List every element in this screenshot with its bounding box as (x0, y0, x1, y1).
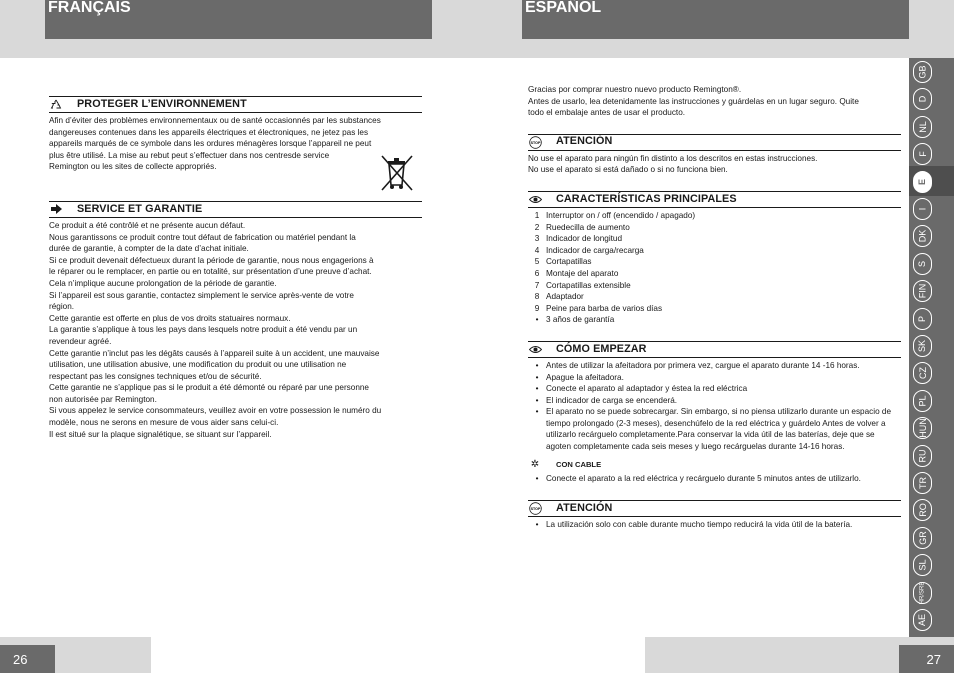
section-title-features: CARACTERÍSTICAS PRINCIPALES (556, 192, 737, 205)
section-title-getting-started: CÓMO EMPEZAR (556, 342, 647, 355)
subheader-cable-title: CON CABLE (556, 459, 602, 469)
section-title-attention-2: ATENCIÓN (556, 501, 613, 514)
header-espanol: ESPAÑOL (522, 0, 909, 39)
language-label: AE (917, 613, 928, 627)
getting-started-list (528, 360, 901, 453)
language-label: F (917, 151, 928, 157)
stop-icon (528, 136, 542, 148)
list-item: • Conecte el aparato a la red eléctrica y recárguelo durante 5 minutos antes de utilizarlo. (535, 474, 861, 484)
language-tab-pl[interactable] (913, 390, 932, 412)
language-label: HR/SRB (919, 581, 926, 604)
attention-2-list (528, 519, 901, 531)
cable-list (528, 473, 901, 485)
list-item: • El indicador de carga se encenderá. (535, 395, 678, 405)
recycle-icon (49, 99, 63, 111)
language-label: FIN (917, 283, 928, 299)
page-number-left: 26 (0, 645, 55, 673)
language-label: E (917, 178, 928, 185)
language-tab-sl[interactable] (913, 554, 932, 576)
language-label: I (917, 207, 928, 211)
language-tab-i[interactable] (913, 198, 932, 220)
list-item: • Conecte el aparato al adaptador y éstea la red eléctrica (535, 384, 748, 394)
language-tab-ae[interactable] (913, 609, 932, 631)
language-label: DK (917, 230, 928, 243)
language-label: D (917, 96, 928, 103)
language-tab-s[interactable] (913, 253, 932, 275)
arrow-right-icon (49, 203, 63, 215)
language-tab-sk[interactable] (913, 335, 932, 357)
list-item: 4 Indicador de carga/recarga (534, 245, 644, 255)
language-tab-hr-srb[interactable] (913, 582, 932, 604)
language-label: TR (917, 477, 928, 489)
list-item: • El aparato no se puede sobrecargar. Sin embargo, si no piensa utilizarlo durante un espacio de tiempo prolongado (2-3 meses), desenchúfelo de la red eléctrica y guárdelo Antes de volver a utilizarlo recárguelo completamente.Para conservar la vida útil de las baterías, deje que se agoten completamente cada seis meses y luego recárguelas durante 14-16 horas. (535, 407, 892, 452)
language-tab-tr[interactable] (913, 472, 932, 494)
crossed-bin-icon (378, 152, 416, 192)
header-francais: FRANÇAIS (45, 0, 432, 39)
section-header-warranty (49, 201, 422, 218)
language-tab-hun[interactable] (913, 417, 932, 439)
language-label: PL (917, 395, 928, 407)
language-label: CZ (917, 367, 928, 380)
list-item: 9 Peine para barba de varios días (534, 303, 663, 313)
language-label: RO (917, 503, 928, 518)
list-item: • Antes de utilizar la afeitadora por primera vez, cargue el aparato durante 14 -16 horas. (535, 360, 860, 370)
language-tab-fin[interactable] (913, 280, 932, 302)
features-list (528, 210, 901, 326)
list-item: 1 Interruptor on / off (encendido / apagado) (534, 210, 696, 220)
language-tab-d[interactable] (913, 88, 932, 110)
language-label: S (917, 260, 928, 267)
eye-icon (528, 343, 542, 355)
language-tab-f[interactable] (913, 143, 932, 165)
list-item: 6 Montaje del aparato (534, 268, 619, 278)
section-title-environment: PROTEGER L’ENVIRONNEMENT (77, 97, 247, 110)
list-item: 8 Adaptador (534, 292, 584, 302)
page-number-right: 27 (899, 645, 954, 673)
list-item: • 3 años de garantía (535, 315, 615, 325)
attention-1-text: No use el aparato para ningún fin distinto a los descritos en estas instrucciones. No use el aparato si está dañado o si no funciona bien. (528, 153, 818, 175)
language-tab-gb[interactable] (913, 61, 932, 83)
list-item: 5 Cortapatillas (534, 257, 592, 267)
list-item: • Apague la afeitadora. (535, 372, 624, 382)
list-item: 2 Ruedecilla de aumento (534, 222, 630, 232)
spanish-column (528, 84, 901, 530)
language-label: SK (917, 339, 928, 353)
language-label: RU (917, 449, 928, 463)
intro-text: Gracias por comprar nuestro nuevo producto Remington®. Antes de usarlo, lea detenidamente las instrucciones y guárdelas en un lugar seguro. Quite todo el embalaje antes de usar el producto. (528, 85, 859, 118)
svg-text:STOP: STOP (530, 140, 540, 145)
french-column (49, 96, 422, 440)
eye-icon (528, 193, 542, 205)
list-item: 7 Cortapatillas extensible (534, 280, 631, 290)
language-tab-nl[interactable] (913, 116, 932, 138)
language-label: SL (917, 559, 928, 571)
subheader-cable (528, 459, 901, 471)
language-label: P (917, 315, 928, 322)
warranty-text: Ce produit a été contrôlé et ne présente aucun défaut. Nous garantissons ce produit contre tout défaut de fabrication ou matériel pendant la durée de garantie, à compter de la date d’achat initiale. Si ce produit devenait défectueux durant la période de garantie, nous nous engagerions à le réparer ou le remplacer, en partie ou en totalité, sur présentation d’une preuve d’achat. Cela n’implique aucune prolongation de la période de garantie. Si l’appareil est sous garantie, contactez simplement le service après-vente de votre région. Cette garantie est offerte en plus de vos droits statuaires normaux. La garantie s’applique à tous les pays dans lesquels notre produit a été vendu par un revendeur agréé. Cette garantie n’inclut pas les dégâts causés à l’appareil suite à un accident, une mauvaise utilisation, une utilisation abusive, une modification du produit ou une utilisation ne respectant pas les consignes techniques et/ou de sécurité. Cette garantie ne s’applique pas si le produit a été démonté ou réparé par une personne non autorisée par Remington. Si vous appelez le service consommateurs, veuillez avoir en votre possession le numéro du modèle, nous ne serons en mesure de vous aider sans celui-ci. Il est situé sur la plaque signalétique, se situant sur l’appareil. (49, 220, 382, 439)
language-tab-ro[interactable] (913, 499, 932, 521)
language-tab-cz[interactable] (913, 362, 932, 384)
stop-icon (528, 502, 542, 514)
section-header-environment (49, 96, 422, 113)
list-item: 3 Indicador de longitud (534, 234, 623, 244)
language-label: NL (917, 121, 928, 133)
section-title-warranty: SERVICE ET GARANTIE (77, 202, 203, 215)
language-tab-dk[interactable] (913, 225, 932, 247)
list-item: • La utilización solo con cable durante mucho tiempo reducirá la vida útil de la batería. (535, 519, 853, 529)
section-title-attention-1: ATENCIÓN (556, 135, 613, 148)
section-header-getting-started (528, 341, 901, 358)
section-header-features (528, 191, 901, 208)
language-tab-e[interactable] (913, 171, 932, 193)
asterisk-icon: ✲ (530, 458, 540, 470)
section-header-attention-2 (528, 500, 901, 517)
section-header-attention-1 (528, 134, 901, 151)
language-tab-gr[interactable] (913, 527, 932, 549)
language-label: GR (917, 531, 928, 545)
language-tab-ru[interactable] (913, 445, 932, 467)
svg-text:STOP: STOP (530, 506, 540, 511)
environment-text: Afin d’éviter des problèmes environnementaux ou de santé occasionnés par les substances dangereuses contenues dans les appareils électriques et électroniques, ne jetez pas les appareils marqués de ce symbole dans les ordures ménagères lorsque l’appareil ne peut plus être utilisé. La mise au rebut peut s’effectuer dans nos centresde service Remington ou les sites de collecte appropriés. (49, 116, 381, 172)
language-tab-p[interactable] (913, 308, 932, 330)
language-label: GB (917, 65, 928, 79)
language-label: HUN (917, 418, 928, 438)
